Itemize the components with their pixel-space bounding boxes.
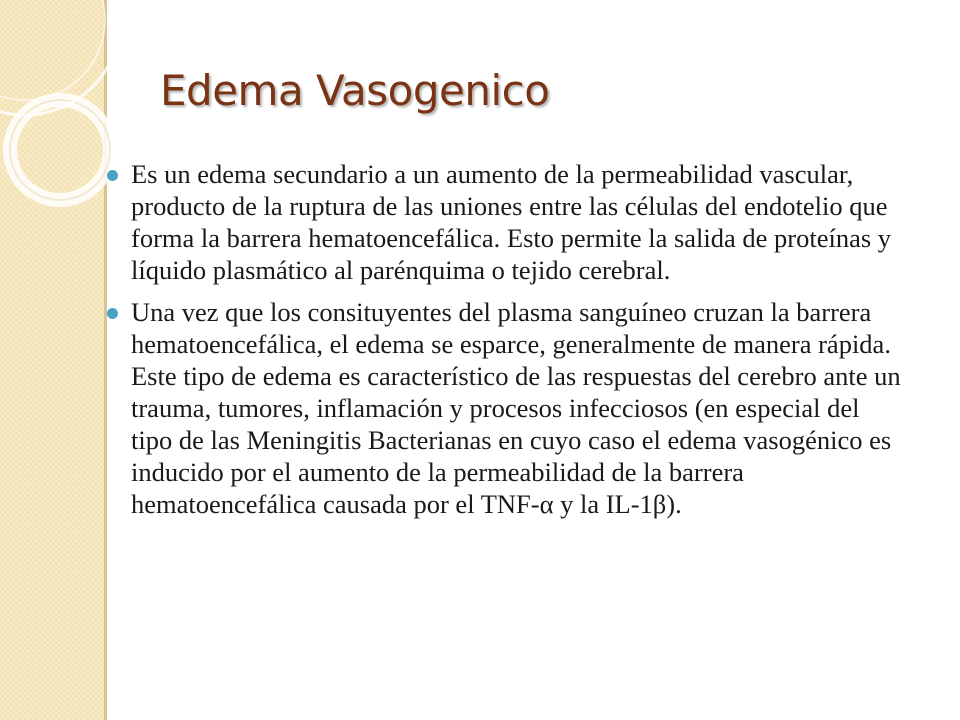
bullet-item (104, 296, 904, 520)
bullet-list (104, 158, 904, 530)
bullet-dot-icon (107, 308, 118, 319)
bullet-text: Es un edema secundario a un aumento de la permeabilidad vascular, producto de la ruptura de las uniones entre las células del endotelio que forma la barrera hematoencefálica. Esto permite la salida de proteínas y líquido plasmático al parénquima o tejido cerebral. (131, 159, 892, 285)
bullet-dot-icon (107, 170, 118, 181)
slide-title: Edema Vasogenico (160, 66, 550, 115)
bullet-text: Una vez que los consituyentes del plasma sanguíneo cruzan la barrera hematoencefálica, el edema se esparce, generalmente de manera rápida. Este tipo de edema es característico de las respuestas del cerebro ante un trauma, tumores, inflamación y procesos infecciosos (en especial del tipo de las Meningitis Bacterianas en cuyo caso el edema vasogénico es inducido por el aumento de la permeabilidad de la barrera hematoencefálica causada por el TNF-α y la IL-1β). (131, 297, 901, 519)
bullet-item (104, 158, 904, 286)
